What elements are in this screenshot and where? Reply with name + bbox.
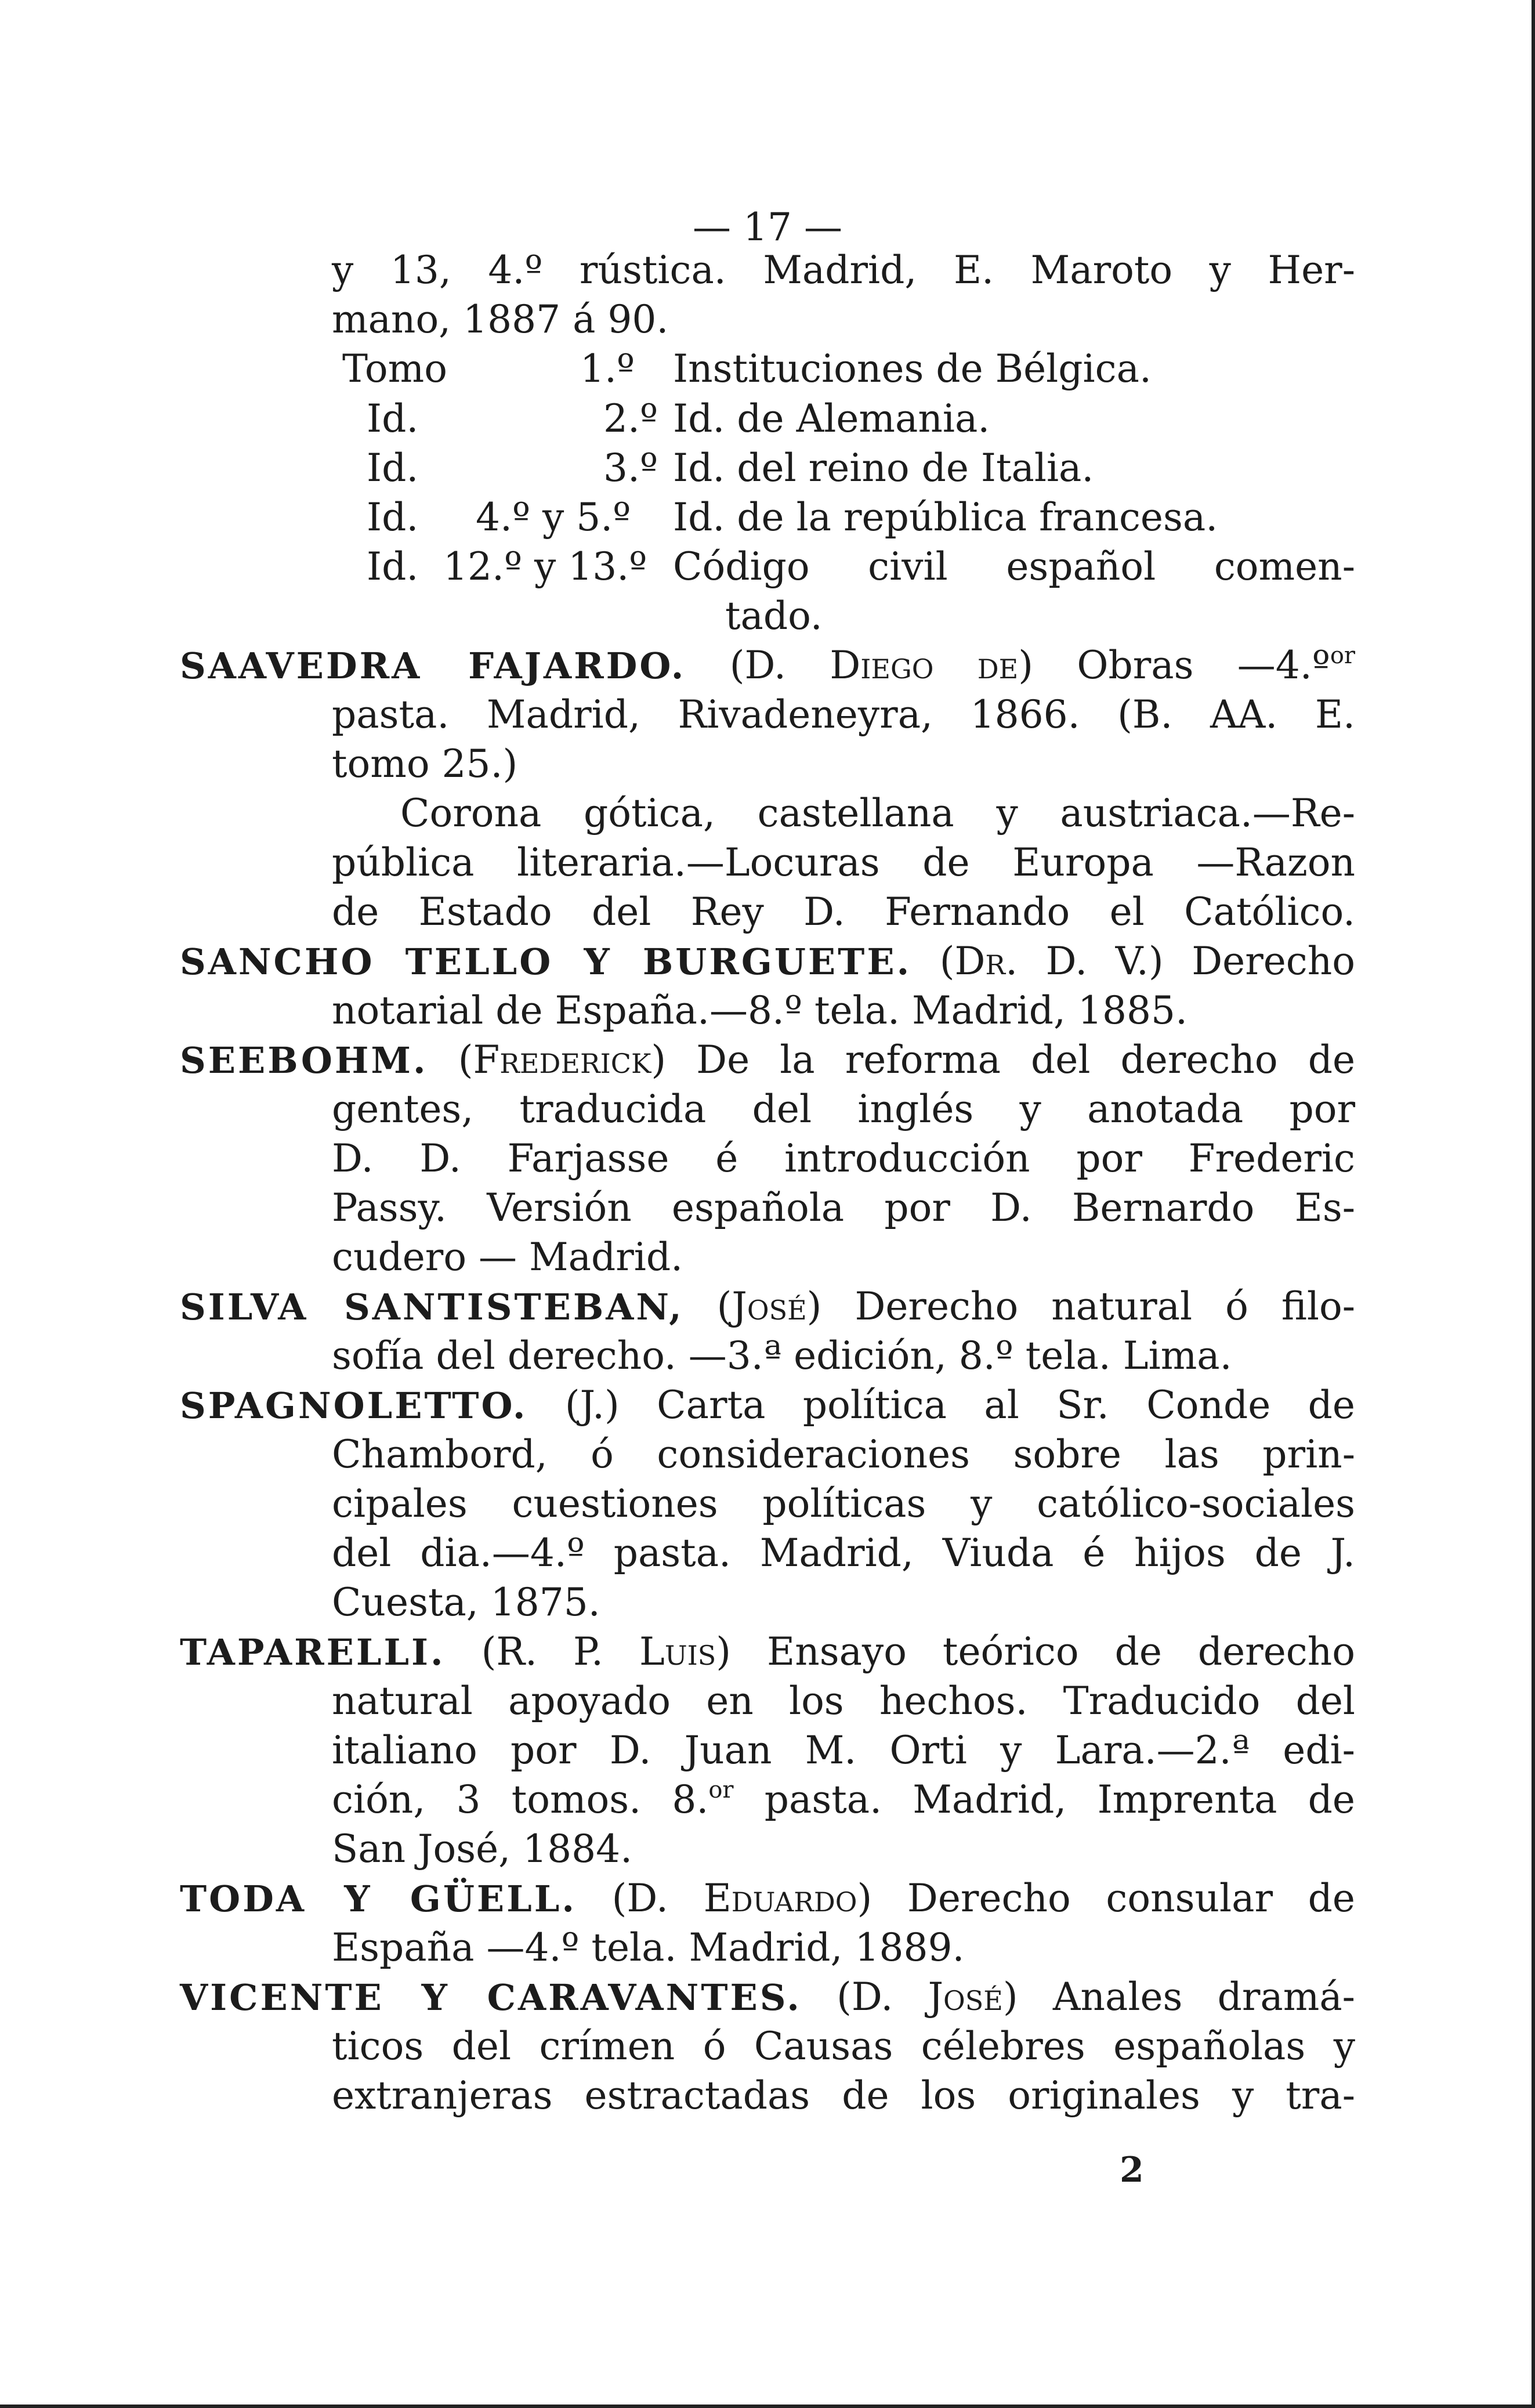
entry-subline: de Estado del Rey D. Fernando el Católico. [332,890,1355,934]
entry-text: Ensayo teórico de derecho [767,1629,1355,1674]
entry-line: del dia.—4.º pasta. Madrid, Viuda é hijos de J. [332,1531,1355,1575]
entry-line: cipales cuestiones políticas y católico-sociales [332,1481,1355,1526]
tomo-title: Id. de Alemania. [673,396,990,441]
entry-subline: Corona gótica, castellana y austriaca.—Re- [400,791,1355,836]
entry-line: italiano por D. Juan M. Orti y Lara.—2.ª edi- [332,1728,1355,1773]
entry-first-line [180,1628,1355,1677]
entry-line [332,1776,1355,1824]
entry-first-line [180,1036,1355,1085]
superscript: or [708,1777,734,1803]
entry-author: (R. P. Luis) [481,1629,732,1674]
continuation-line: mano, 1887 á 90. [332,297,669,342]
entry-text: De la reforma del derecho de [696,1037,1356,1082]
entry-line: cudero — Madrid. [332,1235,683,1279]
entry-author: (D. Eduardo) [611,1876,873,1921]
entry-author: (Dr. D. V.) [939,939,1164,984]
entry-headword: SEEBOHM. [180,1039,428,1082]
tomo-number: 12.º y 13.º [443,544,647,589]
entry-line: sofía del derecho. —3.ª edición, 8.º tela. Lima. [332,1333,1232,1378]
entry-line: ticos del crímen ó Causas célebres españolas y [332,2024,1355,2069]
entry-line: pasta. Madrid, Rivadeneyra, 1866. (B. AA. E. [332,692,1355,737]
tomo-number: 2.º [603,396,658,441]
page-number: — 17 — [693,205,842,250]
entry-headword: SILVA SANTISTEBAN, [180,1286,684,1328]
entry-first-line [180,1282,1355,1332]
entry-text: Derecho natural ó filo- [855,1284,1355,1329]
entry-headword: TODA Y GÜELL. [180,1878,577,1920]
superscript: or [1330,642,1356,669]
entry-text: ción, 3 tomos. 8. [332,1777,709,1822]
entry-line: extranjeras estractadas de los originales y tra- [332,2073,1355,2118]
entry-line: Chambord, ó consideraciones sobre las prin- [332,1432,1355,1477]
tomo-label: Id. [367,495,419,540]
entry-line: D. D. Farjasse é introducción por Frederic [332,1136,1355,1181]
entry-line: natural apoyado en los hechos. Traducido del [332,1679,1355,1723]
tomo-number: 4.º y 5.º [476,495,631,540]
entry-text: Anales dramá- [1052,1975,1355,2019]
entry-first-line [180,641,1355,690]
entry-subline: pública literaria.—Locuras de Europa —Razon [332,840,1355,885]
tomo-title: Código civil español comen- [673,544,1355,589]
entry-first-line [180,1874,1355,1923]
continuation-line: y 13, 4.º rústica. Madrid, E. Maroto y Her- [332,248,1355,292]
entry-line: notarial de España.—8.º tela. Madrid, 1885. [332,988,1188,1033]
tomo-title: Id. del reino de Italia. [673,446,1094,490]
entry-author: (J.) [564,1383,620,1427]
entry-headword: SPAGNOLETTO. [180,1384,528,1427]
tomo-title: Id. de la república francesa. [673,495,1218,540]
entry-line: Passy. Versión española por D. Bernardo Es- [332,1185,1355,1230]
entry-first-line [180,937,1355,986]
entry-line: San José, 1884. [332,1827,633,1871]
tomo-number: 3.º [603,446,658,490]
continuation-line: tado. [725,594,823,638]
entry-line: gentes, traducida del inglés y anotada por [332,1087,1355,1131]
entry-author: (José) [716,1284,822,1329]
entry-text: pasta. Madrid, Imprenta de [764,1777,1355,1822]
entry-first-line [180,1973,1355,2022]
entry-first-line [180,1381,1355,1430]
entry-author: (Frederick) [458,1037,667,1082]
signature-mark: 2 [1120,2150,1144,2190]
entry-line: España —4.º tela. Madrid, 1889. [332,1925,965,1970]
entry-line: tomo 25.) [332,742,518,786]
tomo-label: Tomo [342,346,447,391]
entry-headword: SAAVEDRA FAJARDO. [180,645,686,687]
entry-text: Derecho consular de [907,1876,1355,1921]
entry-author: (D. Diego de) [729,643,1033,688]
entry-headword: TAPARELLI. [180,1631,446,1673]
entry-text: Obras —4.º [1077,643,1330,688]
entry-text: Carta política al Sr. Conde de [657,1383,1355,1427]
entry-headword: SANCHO TELLO Y BURGUETE. [180,941,912,983]
entry-headword: VICENTE Y CARAVANTES. [180,1976,802,2019]
entry-line: Cuesta, 1875. [332,1580,600,1625]
tomo-number: 1.º [580,346,635,391]
tomo-label: Id. [367,396,419,441]
entry-text: Derecho [1192,939,1356,984]
tomo-label: Id. [367,446,419,490]
tomo-label: Id. [367,544,419,589]
tomo-title: Instituciones de Bélgica. [673,346,1152,391]
entry-author: (D. José) [837,1975,1018,2019]
